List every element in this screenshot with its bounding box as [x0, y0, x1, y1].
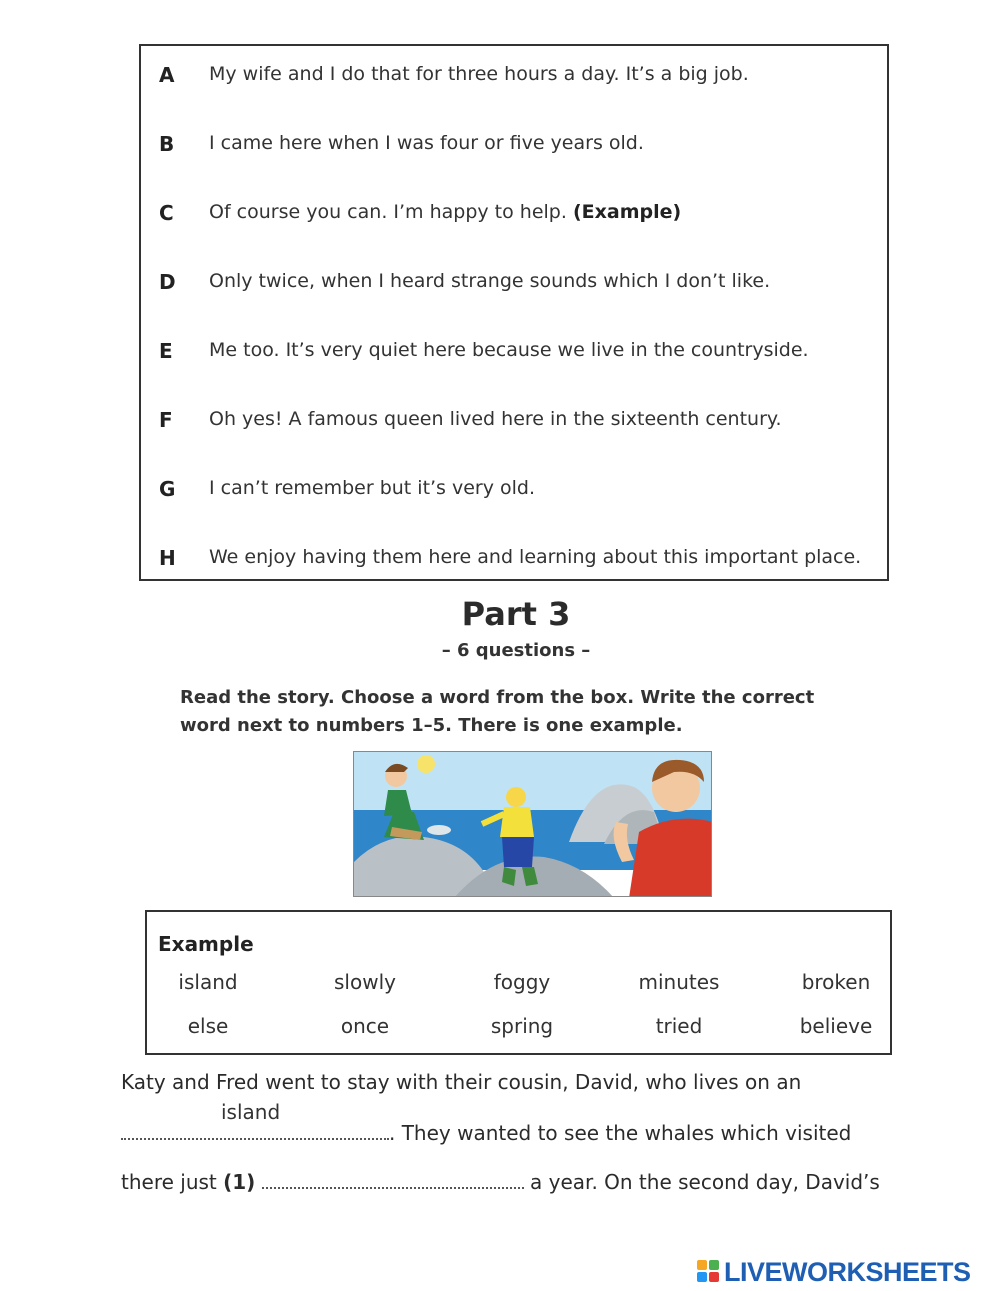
word-bank-word: slowly — [334, 970, 396, 994]
option-h — [141, 546, 887, 576]
liveworksheets-logo-icon — [697, 1260, 721, 1284]
option-letter: B — [159, 132, 175, 156]
option-letter: E — [159, 339, 173, 363]
option-letter: D — [159, 270, 176, 294]
option-letter: G — [159, 477, 176, 501]
word-bank-word: island — [178, 970, 238, 994]
option-text: I came here when I was four or five years old. — [209, 132, 644, 154]
option-c — [141, 201, 887, 231]
word-bank-box — [145, 910, 892, 1055]
question-number: (1) — [223, 1170, 256, 1194]
option-text: My wife and I do that for three hours a day. It’s a big job. — [209, 63, 749, 85]
story-text: . They wanted to see the whales which visited — [389, 1121, 852, 1145]
option-a — [141, 63, 887, 93]
option-letter: H — [159, 546, 176, 570]
option-text — [209, 201, 681, 223]
example-answer-blank — [121, 1100, 389, 1140]
part-title: Part 3 — [461, 595, 571, 633]
liveworksheets-logo-text: LIVEWORKSHEETS — [724, 1257, 971, 1287]
word-bank-word: else — [187, 1014, 229, 1038]
part-subtitle: – 6 questions – — [441, 640, 591, 661]
word-bank-word: minutes — [638, 970, 720, 994]
story-line-2 — [121, 1100, 852, 1145]
option-text: I can’t remember but it’s very old. — [209, 477, 536, 499]
word-bank-word: once — [340, 1014, 390, 1038]
option-letter: C — [159, 201, 174, 225]
option-e — [141, 339, 887, 369]
story-text: a year. On the second day, David’s — [530, 1170, 880, 1194]
option-letter: F — [159, 408, 173, 432]
instruction-line: word next to numbers 1–5. There is one example. — [180, 715, 683, 736]
word-bank-word: believe — [799, 1014, 873, 1038]
option-b — [141, 132, 887, 162]
story-text: there just — [121, 1170, 217, 1194]
beach-scene-image — [354, 752, 712, 897]
option-d — [141, 270, 887, 300]
option-f — [141, 408, 887, 438]
option-text-main: Of course you can. I’m happy to help. — [209, 201, 567, 223]
option-text: Me too. It’s very quiet here because we live in the countryside. — [209, 339, 809, 361]
word-bank-label: Example — [158, 932, 254, 956]
word-bank-word: foggy — [493, 970, 551, 994]
word-bank-word: broken — [801, 970, 871, 994]
instructions — [180, 684, 860, 740]
story-line-1: Katy and Fred went to stay with their cousin, David, who lives on an — [121, 1070, 802, 1094]
story-line-3 — [121, 1169, 880, 1194]
answer-options-box — [139, 44, 889, 581]
word-bank-word: tried — [655, 1014, 703, 1038]
option-text: Oh yes! A famous queen lived here in the sixteenth century. — [209, 408, 782, 430]
story-illustration — [353, 751, 712, 897]
word-bank-word: spring — [490, 1014, 554, 1038]
example-tag: (Example) — [572, 201, 682, 223]
option-text: Only twice, when I heard strange sounds which I don’t like. — [209, 270, 771, 292]
example-answer: island — [221, 1100, 281, 1124]
option-letter: A — [159, 63, 175, 87]
option-text: We enjoy having them here and learning about this important place. — [209, 546, 862, 568]
option-g — [141, 477, 887, 507]
instruction-line: Read the story. Choose a word from the box. Write the correct — [180, 687, 815, 708]
answer-1-blank[interactable] — [262, 1169, 524, 1189]
